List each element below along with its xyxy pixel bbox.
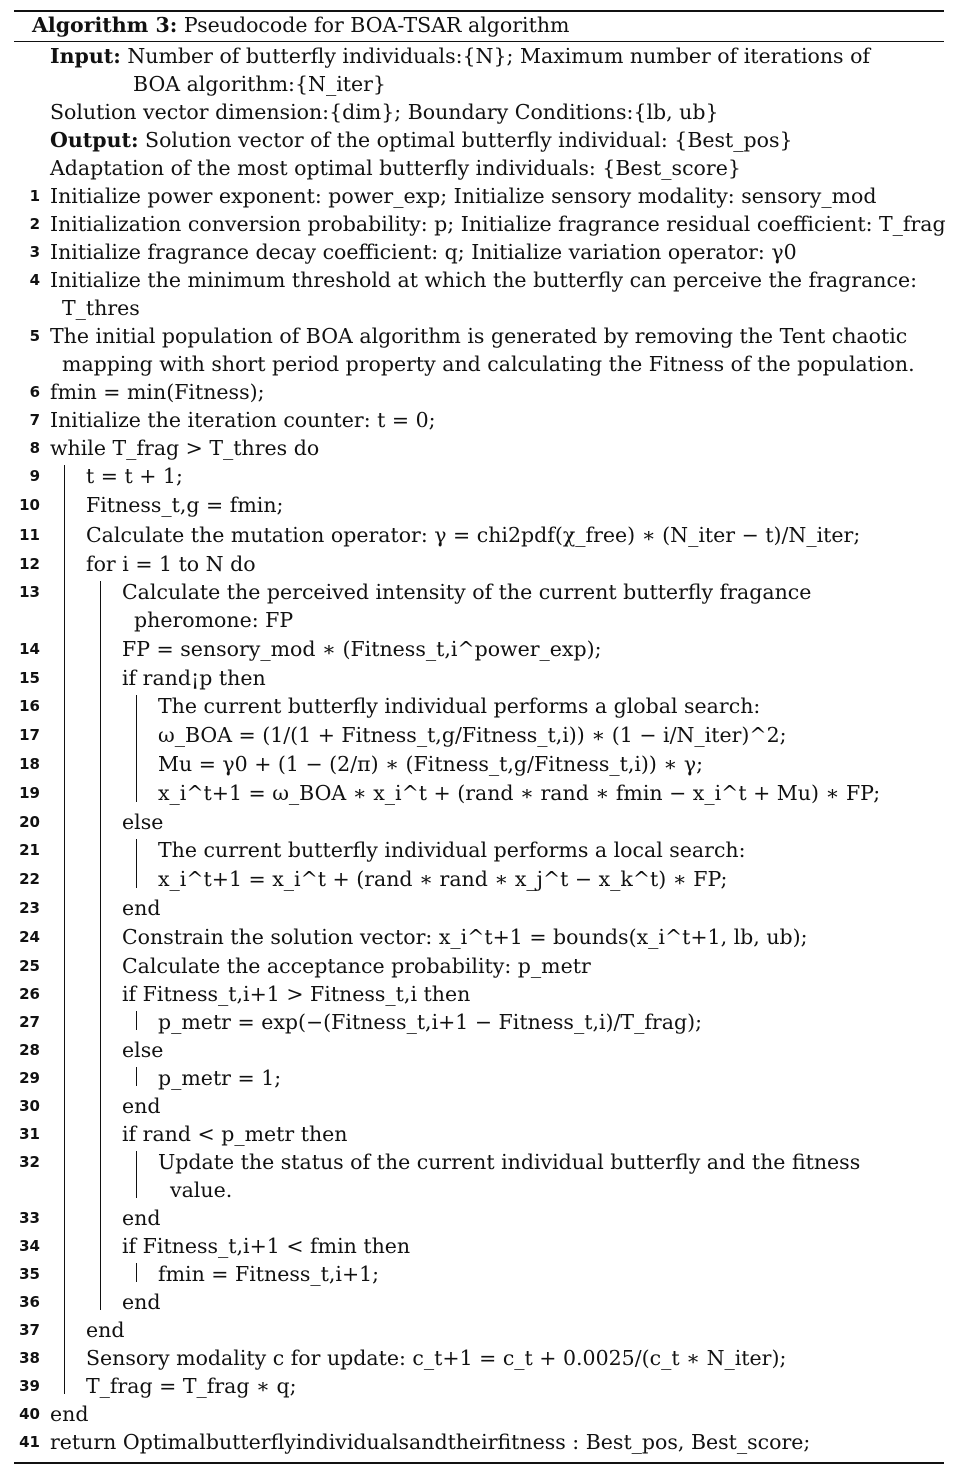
algorithm-line-1: [14, 182, 944, 210]
algorithm-line-7: [14, 406, 944, 434]
line-text: Mu = γ0 + (1 − (2/π) ∗ (Fitness_t,g/Fitness_t,i)) ∗ γ;: [158, 752, 704, 776]
line-text: Fitness_t,g = fmin;: [86, 493, 284, 517]
line-text: end: [86, 1318, 125, 1342]
algorithm-line-13-cont: [14, 606, 944, 634]
line-number: 3: [29, 243, 40, 261]
algorithm-line-28: [14, 1036, 944, 1064]
line-number: 40: [19, 1405, 40, 1423]
algorithm-line-18: [14, 750, 944, 778]
input-text-2: BOA algorithm:{N_iter}: [133, 72, 386, 96]
algorithm-line-14: [14, 634, 944, 664]
block-bar: [136, 695, 137, 802]
algorithm-line-3: [14, 238, 944, 266]
block-bar: [136, 1151, 137, 1198]
algorithm-line-31: [14, 1120, 944, 1148]
block-bar: [136, 1067, 137, 1086]
line-continuation: pheromone: FP: [134, 608, 294, 632]
line-text: else: [122, 810, 164, 834]
algorithm-line-17: [14, 720, 944, 750]
line-number: 13: [19, 583, 40, 601]
line-number: 35: [19, 1265, 40, 1283]
algorithm-line-32-cont: [14, 1176, 944, 1204]
line-number: 39: [19, 1377, 40, 1395]
line-number: 6: [29, 383, 40, 401]
block-bar: [136, 839, 137, 888]
line-number: 26: [19, 985, 40, 1003]
line-number: 18: [19, 755, 40, 773]
line-text: Initialize the iteration counter: t = 0;: [50, 408, 436, 432]
algorithm-line-23: [14, 894, 944, 922]
line-text: end: [122, 1206, 161, 1230]
algorithm-line-40: [14, 1400, 944, 1428]
input-row-dim: [50, 98, 944, 126]
line-number: 8: [29, 439, 40, 457]
input-label: Input:: [50, 44, 121, 68]
output-label: Output:: [50, 128, 139, 152]
algorithm-line-4: [14, 266, 944, 294]
line-number: 12: [19, 555, 40, 573]
algorithm-line-22: [14, 864, 944, 894]
algorithm-line-20: [14, 808, 944, 836]
line-number: 25: [19, 957, 40, 975]
line-number: 30: [19, 1097, 40, 1115]
input-text-3: Solution vector dimension:{dim}; Boundary Conditions:{lb, ub}: [50, 100, 719, 124]
algorithm-line-26: [14, 980, 944, 1008]
line-number: 10: [19, 496, 40, 514]
line-number: 5: [29, 327, 40, 345]
algorithm-line-41: [14, 1428, 944, 1456]
algorithm-line-36: [14, 1288, 944, 1316]
line-number: 23: [19, 899, 40, 917]
line-text: Initialize the minimum threshold at which the butterfly can perceive the fragrance:: [50, 268, 918, 292]
line-number: 17: [19, 726, 40, 744]
caption-label: Algorithm 3:: [32, 13, 178, 37]
line-continuation: T_thres: [62, 296, 140, 320]
line-text: Calculate the perceived intensity of the current butterfly fragance: [122, 580, 812, 604]
algorithm-line-2: [14, 210, 944, 238]
line-text: Update the status of the current individual butterfly and the fitness: [158, 1150, 861, 1174]
output-row: [50, 126, 944, 154]
line-text: for i = 1 to N do: [86, 552, 256, 576]
line-number: 27: [19, 1013, 40, 1031]
line-text: t = t + 1;: [86, 464, 183, 488]
algorithm-line-9: [14, 462, 944, 490]
algorithm-line-34: [14, 1232, 944, 1260]
algorithm-line-29: [14, 1064, 944, 1092]
line-text: else: [122, 1038, 164, 1062]
caption-title: Pseudocode for BOA-TSAR algorithm: [183, 13, 570, 37]
algorithm-line-15: [14, 664, 944, 692]
line-text: x_i^t+1 = ω_BOA ∗ x_i^t + (rand ∗ rand ∗ fmin − x_i^t + Mu) ∗ FP;: [158, 781, 881, 805]
algorithm-line-38: [14, 1344, 944, 1372]
line-text: end: [122, 1094, 161, 1118]
line-text: end: [122, 896, 161, 920]
algorithm-line-37: [14, 1316, 944, 1344]
line-text: FP = sensory_mod ∗ (Fitness_t,i^power_exp);: [122, 637, 602, 661]
line-number: 38: [19, 1349, 40, 1367]
algorithm-line-35: [14, 1260, 944, 1288]
line-number: 1: [29, 187, 40, 205]
algorithm-line-11: [14, 520, 944, 550]
line-number: 16: [19, 697, 40, 715]
line-text: The current butterfly individual performs a global search:: [158, 694, 761, 718]
line-text: Sensory modality c for update: c_t+1 = c_t + 0.0025/(c_t ∗ N_iter);: [86, 1346, 787, 1370]
line-continuation: mapping with short period property and calculating the Fitness of the population.: [62, 352, 915, 376]
algorithm-line-21: [14, 836, 944, 864]
line-number: 31: [19, 1125, 40, 1143]
block-bar: [136, 1263, 137, 1282]
algorithm-lines: [14, 182, 944, 1456]
line-text: end: [122, 1290, 161, 1314]
line-number: 24: [19, 928, 40, 946]
line-number: 37: [19, 1321, 40, 1339]
block-bar: [136, 1011, 137, 1030]
line-text: Calculate the acceptance probability: p_metr: [122, 954, 591, 978]
line-number: 9: [29, 467, 40, 485]
algorithm-line-33: [14, 1204, 944, 1232]
line-text: return Optimalbutterflyindividualsandtheirfitness : Best_pos, Best_score;: [50, 1430, 811, 1454]
line-text: end: [50, 1402, 89, 1426]
line-text: Constrain the solution vector: x_i^t+1 = bounds(x_i^t+1, lb, ub);: [122, 925, 808, 949]
algorithm-line-6: [14, 378, 944, 406]
block-bar: [64, 465, 65, 1394]
algorithm-line-39: [14, 1372, 944, 1400]
line-number: 22: [19, 870, 40, 888]
output-text-1: Solution vector of the optimal butterfly individual: {Best_pos}: [145, 128, 793, 152]
algorithm-line-10: [14, 490, 944, 520]
line-text: p_metr = exp(−(Fitness_t,i+1 − Fitness_t,i)/T_frag);: [158, 1010, 702, 1034]
line-number: 19: [19, 784, 40, 802]
algorithm-line-12: [14, 550, 944, 578]
line-text: fmin = min(Fitness);: [50, 380, 265, 404]
line-number: 4: [29, 271, 40, 289]
io-block: [14, 42, 944, 182]
line-number: 41: [19, 1433, 40, 1451]
algorithm-line-19: [14, 778, 944, 808]
algorithm-line-30: [14, 1092, 944, 1120]
input-text-1: Number of butterfly individuals:{N}; Maximum number of iterations of: [127, 44, 871, 68]
output-row-2: [50, 154, 944, 182]
line-number: 28: [19, 1041, 40, 1059]
algorithm-line-16: [14, 692, 944, 720]
algorithm-caption: [14, 12, 944, 38]
input-row: [50, 42, 944, 70]
line-number: 21: [19, 841, 40, 859]
line-number: 2: [29, 215, 40, 233]
line-number: 34: [19, 1237, 40, 1255]
output-text-2: Adaptation of the most optimal butterfly individuals: {Best_score}: [50, 156, 741, 180]
line-text: Initialize fragrance decay coefficient: q; Initialize variation operator: γ0: [50, 240, 797, 264]
line-number: 15: [19, 669, 40, 687]
line-number: 20: [19, 813, 40, 831]
line-text: Initialize power exponent: power_exp; Initialize sensory modality: sensory_mod: [50, 184, 877, 208]
line-text: Calculate the mutation operator: γ = chi2pdf(χ_free) ∗ (N_iter − t)/N_iter;: [86, 523, 861, 547]
line-number: 33: [19, 1209, 40, 1227]
line-number: 29: [19, 1069, 40, 1087]
algorithm-line-25: [14, 952, 944, 980]
line-text: Initialization conversion probability: p; Initialize fragrance residual coefficient: T_frag: [50, 212, 946, 236]
line-number: 7: [29, 411, 40, 429]
line-text: if rand < p_metr then: [122, 1122, 348, 1146]
line-number: 14: [19, 640, 40, 658]
line-continuation: value.: [170, 1178, 233, 1202]
algorithm-line-8: [14, 434, 944, 462]
bottom-rule: [14, 1462, 944, 1464]
algorithm-line-32: [14, 1148, 944, 1176]
algorithm-line-4-cont: [14, 294, 944, 322]
block-bar: [100, 581, 101, 1310]
algorithm-line-5-cont: [14, 350, 944, 378]
line-text: The current butterfly individual performs a local search:: [158, 838, 746, 862]
algorithm-line-13: [14, 578, 944, 606]
line-text: while T_frag > T_thres do: [50, 436, 320, 460]
line-text: fmin = Fitness_t,i+1;: [158, 1262, 380, 1286]
line-text: x_i^t+1 = x_i^t + (rand ∗ rand ∗ x_j^t − x_k^t) ∗ FP;: [158, 867, 728, 891]
line-text: p_metr = 1;: [158, 1066, 282, 1090]
algorithm-line-24: [14, 922, 944, 952]
line-text: if Fitness_t,i+1 < fmin then: [122, 1234, 411, 1258]
line-number: 32: [19, 1153, 40, 1171]
line-text: ω_BOA = (1/(1 + Fitness_t,g/Fitness_t,i)) ∗ (1 − i/N_iter)^2;: [158, 723, 787, 747]
line-number: 36: [19, 1293, 40, 1311]
algorithm-line-5: [14, 322, 944, 350]
algorithm-line-27: [14, 1008, 944, 1036]
line-text: The initial population of BOA algorithm is generated by removing the Tent chaotic: [50, 324, 908, 348]
line-text: T_frag = T_frag ∗ q;: [86, 1374, 297, 1398]
line-text: if rand¡p then: [122, 666, 266, 690]
line-text: if Fitness_t,i+1 > Fitness_t,i then: [122, 982, 471, 1006]
input-row-cont: [50, 70, 944, 98]
line-number: 11: [19, 526, 40, 544]
algorithm-block: [14, 10, 944, 1456]
